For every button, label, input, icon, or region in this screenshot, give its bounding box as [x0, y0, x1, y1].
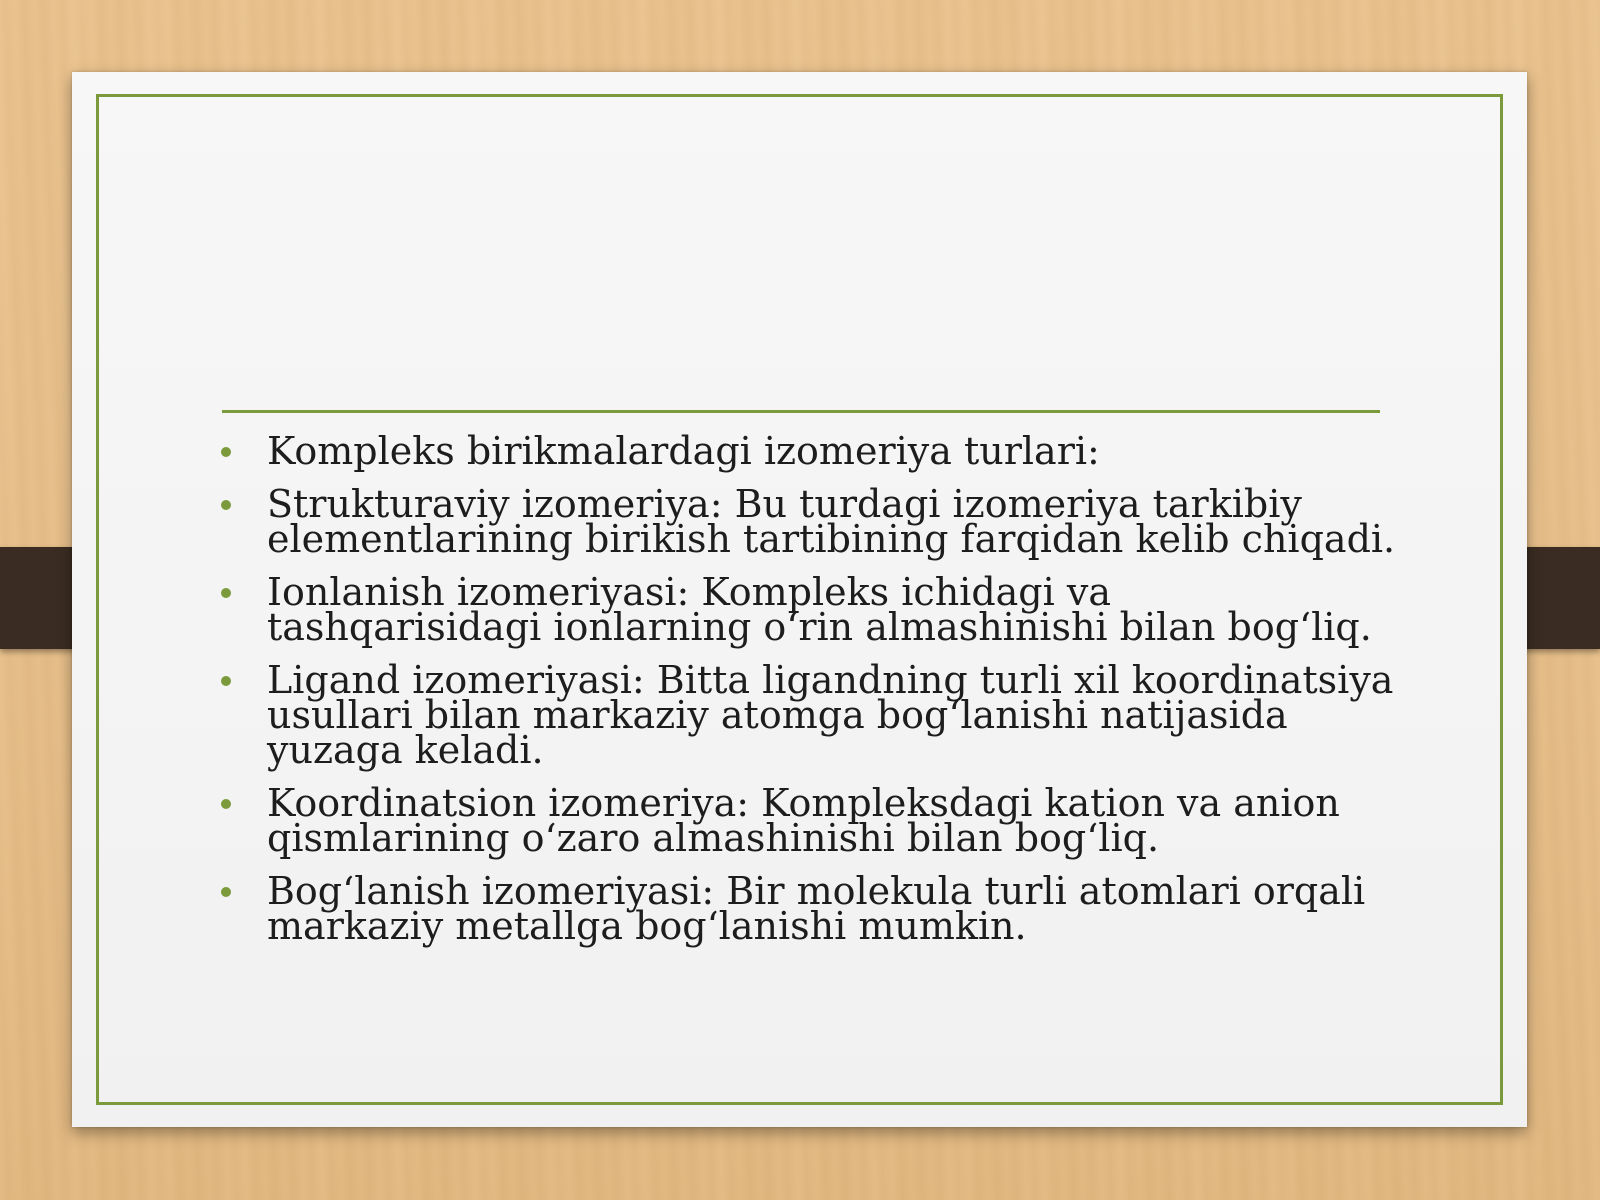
bullet-item — [217, 869, 1397, 948]
bullet-dot-icon — [221, 887, 231, 897]
bullet-dot-icon — [221, 676, 231, 686]
bullet-dot-icon — [221, 588, 231, 598]
bullet-text: Bog‘lanish izomeriyasi: Bir molekula turli atomlari orqali markaziy metallga bog‘lanishi mumkin. — [267, 869, 1366, 948]
bullet-text: Strukturaviy izomeriya: Bu turdagi izomeriya tarkibiy elementlarining birikish tartibining farqidan kelib chiqadi. — [267, 482, 1396, 561]
bullet-text: Kompleks birikmalardagi izomeriya turlari: — [267, 429, 1100, 473]
bullet-item — [217, 482, 1397, 561]
bullet-text: Ionlanish izomeriyasi: Kompleks ichidagi va tashqarisidagi ionlarning o‘rin almashinishi bilan bog‘liq. — [267, 570, 1372, 649]
bullet-item — [217, 429, 1397, 473]
title-divider — [222, 410, 1380, 413]
bullet-list — [217, 429, 1397, 962]
bullet-dot-icon — [221, 447, 231, 457]
slide-paper — [72, 72, 1527, 1127]
bullet-item — [217, 781, 1397, 860]
bullet-text: Koordinatsion izomeriya: Kompleksdagi kation va anion qismlarining o‘zaro almashinishi bilan bog‘liq. — [267, 781, 1340, 860]
bullet-dot-icon — [221, 799, 231, 809]
bullet-item — [217, 658, 1397, 772]
bullet-dot-icon — [221, 500, 231, 510]
bullet-text: Ligand izomeriyasi: Bitta ligandning turli xil koordinatsiya usullari bilan markaziy atomga bog‘lanishi natijasida yuzaga keladi. — [267, 658, 1394, 772]
bullet-item — [217, 570, 1397, 649]
